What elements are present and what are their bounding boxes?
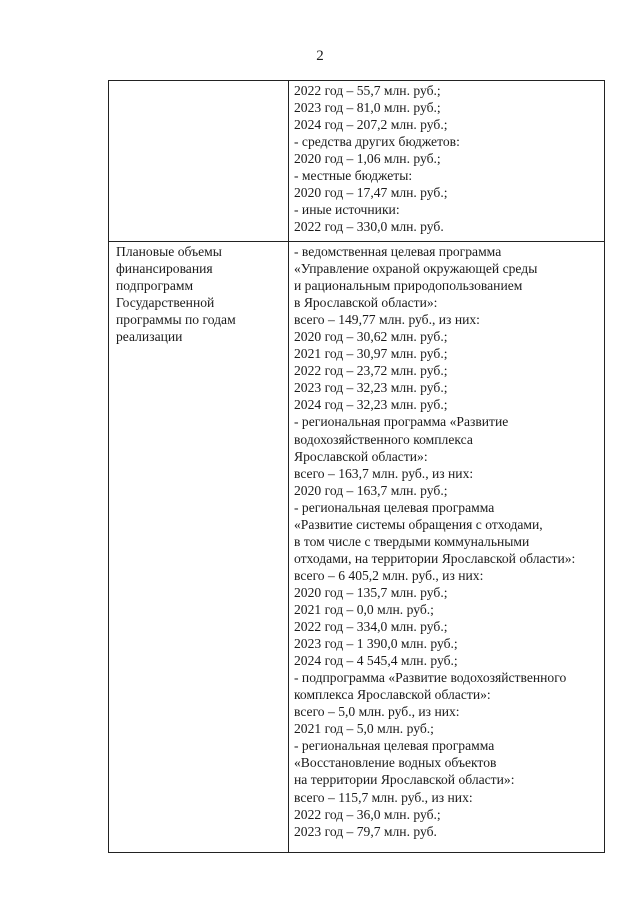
table-row-funding-sources	[109, 81, 605, 242]
funding-line: - региональная целевая программа	[294, 738, 495, 754]
funding-line: 2020 год – 1,06 млн. руб.;	[294, 151, 441, 167]
funding-line: комплекса Ярославской области»:	[294, 687, 491, 703]
row2-value-lines	[289, 242, 604, 840]
funding-line: 2023 год – 81,0 млн. руб.;	[294, 100, 441, 116]
funding-line: - региональная программа «Развитие	[294, 414, 509, 430]
funding-line: 2023 год – 79,7 млн. руб.	[294, 823, 437, 839]
label-line: Государственной	[116, 295, 215, 310]
funding-line: 2024 год – 207,2 млн. руб.;	[294, 117, 448, 133]
funding-line: и рациональным природопользованием	[294, 278, 523, 294]
funding-line: 2022 год – 334,0 млн. руб.;	[294, 619, 448, 635]
funding-line: - подпрограмма «Развитие водохозяйственного	[294, 670, 567, 686]
funding-line: 2022 год – 23,72 млн. руб.;	[294, 363, 448, 379]
row2-value-cell	[289, 242, 605, 853]
row1-label	[109, 81, 288, 82]
funding-line: 2020 год – 135,7 млн. руб.;	[294, 584, 448, 600]
funding-line: 2022 год – 36,0 млн. руб.;	[294, 806, 441, 822]
label-line: реализации	[116, 329, 183, 344]
funding-line: «Развитие системы обращения с отходами,	[294, 516, 543, 532]
funding-line: 2024 год – 4 545,4 млн. руб.;	[294, 653, 458, 669]
funding-line: 2021 год – 0,0 млн. руб.;	[294, 601, 434, 617]
page-number: 2	[316, 48, 324, 64]
row2-label	[109, 242, 288, 345]
funding-line: всего – 5,0 млн. руб., из них:	[294, 704, 460, 720]
funding-line: 2023 год – 1 390,0 млн. руб.;	[294, 636, 458, 652]
funding-line: отходами, на территории Ярославской области»:	[294, 550, 576, 566]
label-line: финансирования	[116, 261, 213, 276]
label-line: Плановые объемы	[116, 244, 222, 259]
table-row-subprogram-funding	[109, 242, 605, 853]
funding-line: водохозяйственного комплекса	[294, 431, 473, 447]
funding-line: 2023 год – 32,23 млн. руб.;	[294, 380, 448, 396]
row2-label-cell	[109, 242, 289, 853]
row1-label-cell	[109, 81, 289, 242]
funding-line: 2020 год – 163,7 млн. руб.;	[294, 482, 448, 498]
label-line: программы по годам	[116, 312, 236, 327]
funding-line: Ярославской области»:	[294, 448, 428, 464]
funding-line: 2020 год – 30,62 млн. руб.;	[294, 329, 448, 345]
funding-table	[108, 80, 605, 853]
funding-line: - местные бюджеты:	[294, 168, 413, 184]
funding-line: 2021 год – 30,97 млн. руб.;	[294, 346, 448, 362]
funding-line: в том числе с твердыми коммунальными	[294, 533, 530, 549]
funding-line: 2021 год – 5,0 млн. руб.;	[294, 721, 434, 737]
row1-value-cell	[289, 81, 605, 242]
funding-line: «Управление охраной окружающей среды	[294, 261, 538, 277]
funding-line: - средства других бюджетов:	[294, 134, 460, 150]
funding-line: 2020 год – 17,47 млн. руб.;	[294, 185, 448, 201]
funding-line: в Ярославской области»:	[294, 295, 438, 311]
row1-value-lines	[289, 81, 604, 235]
funding-line: 2022 год – 330,0 млн. руб.	[294, 219, 444, 235]
funding-line: всего – 149,77 млн. руб., из них:	[294, 312, 480, 328]
funding-line: - иные источники:	[294, 202, 400, 218]
funding-line: на территории Ярославской области»:	[294, 772, 515, 788]
funding-line: «Восстановление водных объектов	[294, 755, 497, 771]
funding-line: - региональная целевая программа	[294, 499, 495, 515]
funding-line: 2024 год – 32,23 млн. руб.;	[294, 397, 448, 413]
funding-line: - ведомственная целевая программа	[294, 244, 502, 259]
label-line: подпрограмм	[116, 278, 194, 293]
funding-line: всего – 115,7 млн. руб., из них:	[294, 789, 473, 805]
funding-line: 2022 год – 55,7 млн. руб.;	[294, 83, 441, 98]
funding-line: всего – 163,7 млн. руб., из них:	[294, 465, 474, 481]
funding-line: всего – 6 405,2 млн. руб., из них:	[294, 567, 484, 583]
